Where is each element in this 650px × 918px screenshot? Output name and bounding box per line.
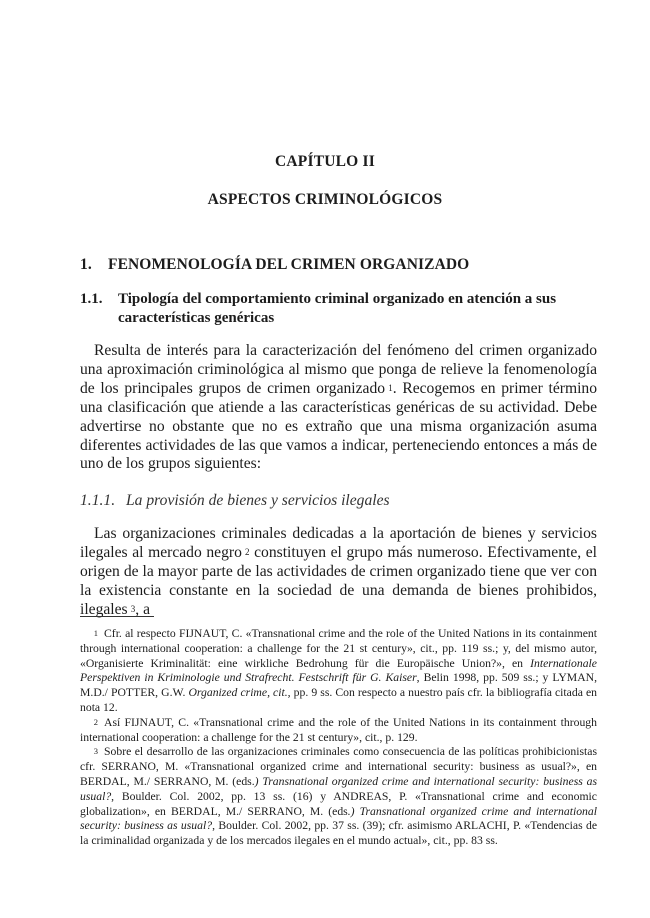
footnote-ref-2: 2 [245, 546, 250, 557]
body-paragraph-1 [80, 342, 597, 474]
footnote-separator [80, 616, 154, 617]
footnote-3-text-b: , Boulder. Col. 2002, pp. 13 ss. (16) y ANDREAS, P. «Transnational crime and economic globalization», en BERDAL, M./ SERRANO, M. (eds [80, 789, 597, 818]
footnote-1-italic-a: Internationale Perspektiven in Kriminologie und Strafrecht. Festschrift für G. Kaiser [80, 656, 597, 685]
subsection-number: 1.1. [80, 291, 103, 307]
body-paragraph-2 [80, 525, 597, 620]
footnote-1-italic-b: Organized crime, cit., [188, 686, 291, 700]
footnote-3 [80, 745, 597, 849]
paragraph-1-text-b: . Recogemos en primer término una clasificación que atiende a las características genéricas de su actividad. Debe advertirse no obstante que no es extraño que una misma organización asuma diferentes actividades de las que vamos a indicar, perteneciendo entonces a más de uno de los grupos siguientes: [80, 379, 597, 473]
footnote-3-text-c: , Boulder. Col. 2002, pp. 37 ss. (39); cfr. asimismo ARLACHI, P. «Tendencias de la criminalidad organizada y de los mercados ilegales en el mundo actual», cit., pp. 83 ss. [80, 819, 598, 848]
paragraph-1-text-a: Resulta de interés para la caracterización del fenómeno del crimen organizado una aproximación criminológica al mismo que ponga de relieve la fenomenología de los principales grupos de crimen organizado [80, 342, 597, 397]
section-heading [80, 256, 580, 274]
subsubsection-number: 1.1.1. [80, 492, 116, 509]
footnote-3-italic-a: ) Transnational organized crime and international security: business as usual? [80, 774, 597, 803]
paragraph-2-text-a: Las organizaciones criminales dedicadas a la aportación de bienes y servicios ilegales al mercado negro [80, 525, 597, 561]
footnote-2 [80, 716, 597, 746]
paragraph-2-text-c: , a [135, 600, 150, 618]
subsubsection-title: La provisión de bienes y servicios ilegales [126, 492, 390, 509]
subsection-title: Tipología del comportamiento criminal organizado en atención a sus características genéricas [118, 291, 557, 326]
section-title: FENOMENOLOGÍA DEL CRIMEN ORGANIZADO [108, 256, 470, 273]
footnote-ref-1: 1 [388, 382, 393, 393]
footnote-2-text: Así FIJNAUT, C. «Transnational crime and the role of the United Nations in its containment through international cooperation: a challenge for the 21 st century», cit., p. 129. [80, 715, 597, 744]
paragraph-2-text-b: constituyen el grupo más numeroso. Efectivamente, el origen de la mayor parte de las actividades de crimen organizado tiene que ver con la existencia constante en la sociedad de una demanda de bienes prohibidos, ilegales [80, 543, 597, 618]
subsubsection-heading [80, 492, 580, 510]
footnote-1-text-b: , Belin 1998, pp. 509 ss.; y LYMAN, M.D./ POTTER, G.W. [80, 671, 597, 700]
chapter-number: CAPÍTULO II [275, 153, 375, 170]
footnote-1-text-a: Cfr. al respecto FIJNAUT, C. «Transnational crime and the role of the United Nations in its containment through international cooperation: a challenge for the 21 st century», cit., pp. 119 ss.; y, del mismo autor, «Organisierte Kriminalität: eine wirkliche Bedrohung für die Europäische Union?», en [80, 627, 597, 670]
footnote-3-text-a: Sobre el desarrollo de las organizaciones criminales como consecuencia de las políticas prohibicionistas cfr. SERRANO, M. «Transnational organized crime and international security: business as usual?», en BERDAL, M./ SERRANO, M. (eds. [80, 745, 597, 788]
footnote-ref-3: 3 [130, 603, 136, 614]
footnote-1 [80, 627, 597, 716]
chapter-title: ASPECTOS CRIMINOLÓGICOS [207, 191, 443, 208]
section-number: 1. [80, 256, 92, 273]
footnote-1-text-c: pp. 9 ss. Con respecto a nuestro país cfr. la bibliografía citada en nota 12. [80, 686, 597, 714]
footnote-1-marker: 1 [93, 628, 98, 638]
subsection-heading [80, 290, 600, 328]
footnote-3-marker: 3 [93, 746, 98, 757]
footnotes [80, 627, 597, 849]
footnote-2-marker: 2 [93, 716, 98, 727]
footnote-3-italic-b: .) Transnational organized crime and international security: business as usual? [80, 804, 597, 833]
